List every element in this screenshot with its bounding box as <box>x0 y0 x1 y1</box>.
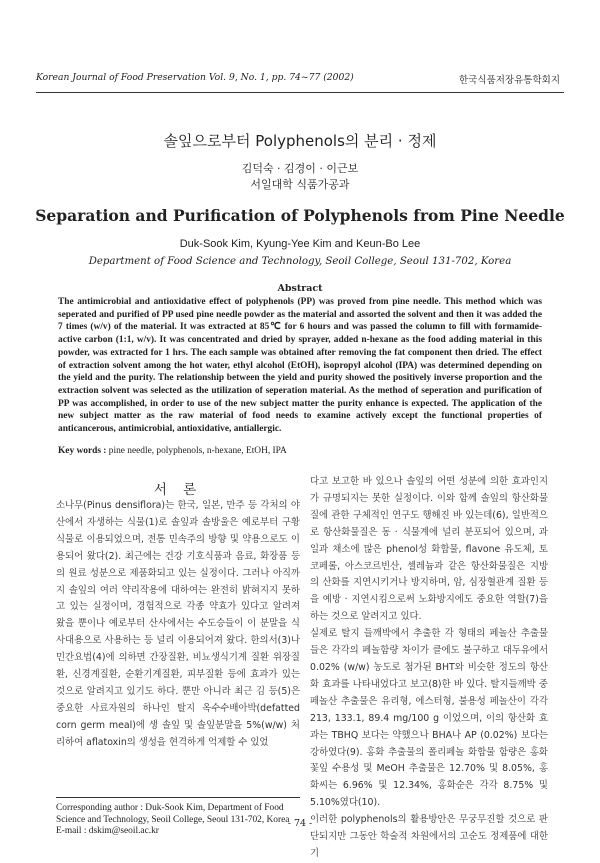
keywords-label: Key words : <box>58 446 107 456</box>
abstract-heading: Abstract <box>277 283 323 294</box>
title-english: Separation and Purification of Polyphenols from Pine Needle <box>35 206 565 225</box>
society-name: 한국식품저장유통학회지 <box>459 75 560 86</box>
intro-heading: 서 론 <box>153 482 203 498</box>
keywords-text: pine needle, polyphenols, n-hexane, EtOH, IPA <box>106 446 287 456</box>
right-column-paragraph-2: 실제로 탈지 들깨박에서 추출한 각 형태의 페놀산 추출물들은 각각의 페놀함량 차이가 클에도 불구하고 대두유에서 0.02% (w/w) 농도로 첨가된 BHT와 비슷한 정도의 항산화 효과를 나타내었다고 보고(8)한 바 있다. 탈지들깨박 중 페놀산 추출물은 유리형, 에스터형, 불용성 페놀산이 각각 213, 133.1, 89.4 mg/100 g 이었으며, 이의 항산화 효과는 TBHQ 보다는 약했으나 BHA나 AP (0.02%) 보다는 강하였다(9). 홍화 추출물의 폴리페놀 화합물 함량은 홍화꽃잎 수용성 및 MeOH 추출물은 12.70% 및 8.05%, 홍화씨는 6.96% 및 12.34%, 홍화순은 각각 8.75% 및 5.10%였다(10). <box>310 628 548 809</box>
affiliation-english: Department of Food Science and Technology, Seoil College, Seoul 131-702, Korea <box>88 256 512 267</box>
page-number: - 74 - <box>287 818 313 829</box>
affiliation-korean: 서일대학 식품가공과 <box>250 178 350 191</box>
authors-korean: 김덕숙 · 김경이 · 이근보 <box>241 162 359 175</box>
authors-english: Duk-Sook Kim, Kyung-Yee Kim and Keun-Bo Lee <box>179 238 421 250</box>
right-column-paragraph-3: 이러한 polyphenols의 활용방안은 무궁무진할 것으로 판단되지만 그동안 학술적 차원에서의 고순도 정제품에 대한 기 <box>310 814 548 859</box>
footnote-rule <box>56 797 300 798</box>
left-column-paragraph: 소나무(Pinus densiflora)는 한국, 일본, 만주 등 각처의 야산에서 자생하는 식물(1)로 솔잎과 솔방울은 예로부터 구황식물로 이용되었으며, 전통 민속주의 방향 및 약용으로도 이용되어 왔다(2). 최근에는 건강 기호식품과 음료, 화장품 등의 원료 성분으로 제품화되고 있는 실정이다. 그러나 아직까지 솔잎의 여러 약리작용에 대하여는 완전히 밝혀지지 못하고 있는 실정이며, 경험적으로 각종 약효가 있다고 알려져 왔을 뿐이나 예로부터 산사에서는 수도승들이 이 분말을 식사대용으로 사용하는 등 널리 이용되어져 왔다. 한의서(3)나 민간요법(4)에 의하면 간장질환, 비뇨생식기계 질환 위장질환, 신경계질환, 순환기계질환, 피부질환 등에 효과가 있는 것으로 알려지고 있기도 하다. 뿐만 아니라 최근 김 등(5)은 중요한 사료자원의 하나인 탈지 옥수수배아박(defatted corn germ meal)에 생 솔잎 및 솔잎분말을 5%(w/w) 처리하여 aflatoxin의 생성을 현격하게 억제할 수 있었 <box>56 500 300 748</box>
right-column-paragraph-1: 다고 보고한 바 있으나 솔잎의 어떤 성분에 의한 효과인지가 규명되지는 못한 실정이다. 이와 함께 솔잎의 항산화물질에 관한 구체적인 연구도 행해진 바 있는데(6), 일반적으로 항산화물질은 동 · 식물계에 널리 분포되어 있으며, 과일과 채소에 많은 phenol성 화합물, flavone 유도체, 토코페롤, 아스코르빈산, 셀레늄과 같은 항산화물질은 지방의 산화를 지연시키거나 방지하며, 암, 심장혈관계 질환 등을 예방 · 지연시킴으로써 노화방지에도 중요한 역할(7)을 하는 것으로 알려지고 있다. <box>310 476 548 623</box>
header-rule <box>36 92 564 93</box>
left-column <box>56 498 300 752</box>
right-column <box>310 474 548 863</box>
footnote-corresponding-author: Corresponding author : Duk-Sook Kim, Department of Food Science and Technology, Seoil College, Seoul 131-702, Korea E-mail : dskim@seoil.ac.kr <box>56 803 290 837</box>
title-korean: 솔잎으로부터 Polyphenols의 분리 · 정제 <box>163 132 437 150</box>
abstract-text: The antimicrobial and antioxidative effect of polyphenols (PP) was proved from pine needle. This method which was seperated and purified of PP used pine needle powder as the material and assorted the solvent and then it was added the 7 times (w/v) of the material. It was extracted at 85℃ for 6 hours and was passed the column to fill with formamide-active carbon (1:1, w/v). It was concentrated and dried by sprayer, added n-hexane as the food adding material in this powder, was extracted for 1 hrs. The each sample was obtained after removing the fat component then dried. The effect of extraction solvent among the hot water, ethyl alcohol (EtOH), isopropyl alcohol (IPA) was determined depending on the yield and the purity. The relationship between the yield and purity showed the positively inverse proportion and the extraction solvent was selected as the utilization of seperation material. As the method of seperation and purification of PP was accomplished, in order to use of the new subject matter the purity enhance is expected. The application of the new subject matter as the raw material of food needs to examine actively except the functional properties of anticancerous, antimicrobial, antioxidative, antiallergic. <box>58 297 542 435</box>
keywords <box>58 446 287 456</box>
journal-citation: Korean Journal of Food Preservation Vol. 9, No. 1, pp. 74~77 (2002) <box>36 72 354 83</box>
